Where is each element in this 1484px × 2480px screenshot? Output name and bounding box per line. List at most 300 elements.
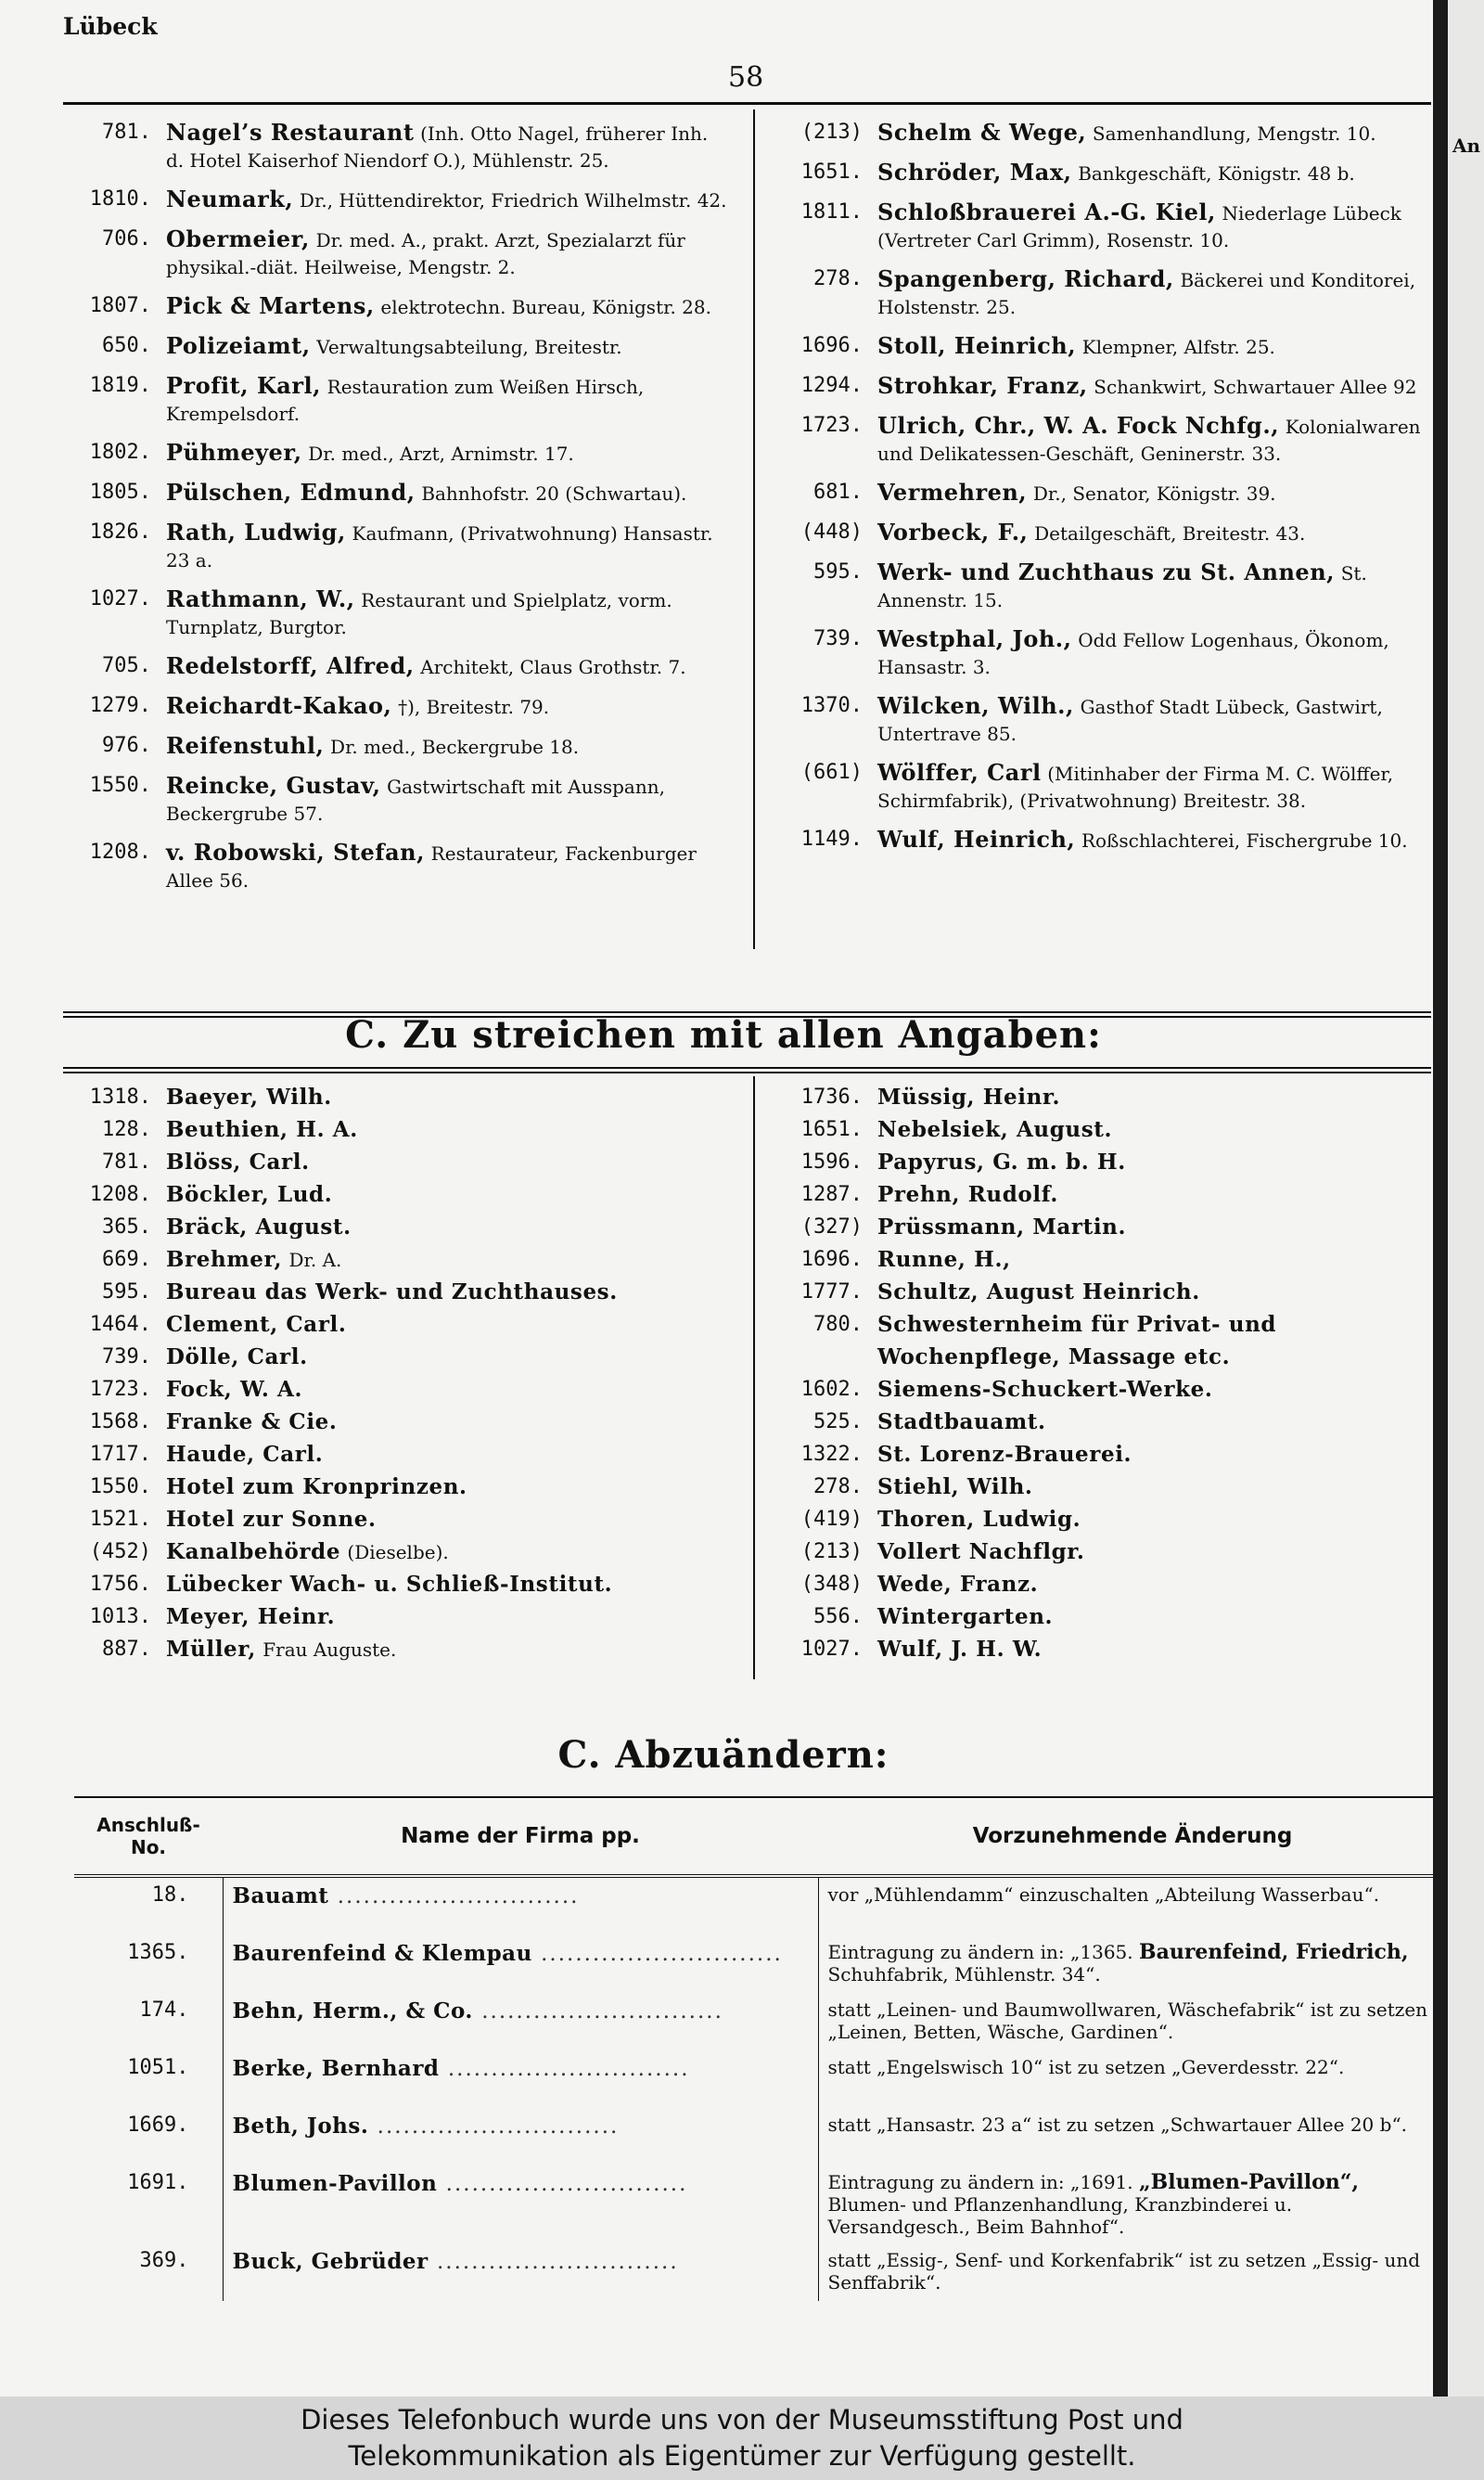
entry-number: 1696. bbox=[800, 1248, 863, 1271]
entry-name: Bräck, August. bbox=[166, 1214, 352, 1240]
strike-entry bbox=[774, 1214, 1431, 1246]
strike-entry bbox=[63, 1084, 731, 1116]
entry-number: 278. bbox=[813, 1475, 863, 1498]
entry-name: Siemens-Schuckert-Werke. bbox=[877, 1377, 1213, 1402]
strike-entry bbox=[63, 1506, 731, 1538]
entry-detail: Restaurateur, Fackenburger Allee 56. bbox=[166, 842, 697, 892]
entry-number: 739. bbox=[102, 1345, 151, 1368]
entry-body bbox=[166, 585, 731, 641]
strike-entry bbox=[774, 1571, 1431, 1603]
entry-number: 780. bbox=[813, 1313, 863, 1336]
strike-left-column bbox=[63, 1084, 731, 1668]
entry-detail: Klempner, Alfstr. 25. bbox=[1081, 336, 1275, 358]
entry-number: 1717. bbox=[89, 1443, 151, 1466]
entry-detail: Restauration zum Weißen Hirsch, Krempelsdorf. bbox=[166, 376, 645, 425]
entry-name: Runne, H., bbox=[877, 1247, 1011, 1272]
entry-number: 1736. bbox=[800, 1086, 863, 1109]
entry-detail: Bankgeschäft, Königstr. 48 b. bbox=[1078, 162, 1355, 185]
entry-number: 1208. bbox=[89, 1183, 151, 1206]
change-main: statt „Essig-, Senf- und Korkenfabrik“ ist zu setzen „Essig- und Senffabrik“. bbox=[827, 2249, 1421, 2294]
directory-entry bbox=[774, 159, 1431, 187]
entry-name: Lübecker Wach- u. Schließ-Institut. bbox=[166, 1572, 613, 1597]
entry-number: 1318. bbox=[89, 1086, 151, 1109]
header-anschluss-line: No. bbox=[130, 1836, 167, 1858]
header-anschluss bbox=[74, 1797, 223, 1876]
entry-name: Baeyer, Wilh. bbox=[166, 1085, 332, 1110]
strike-entry bbox=[774, 1538, 1431, 1571]
entry-body bbox=[877, 119, 1431, 148]
entry-name: Reincke, Gustav, bbox=[166, 772, 381, 799]
entry-number: 1550. bbox=[89, 774, 151, 797]
entry-number: 1322. bbox=[800, 1443, 863, 1466]
change-row bbox=[74, 2108, 1447, 2165]
entry-body bbox=[877, 265, 1431, 321]
entry-name: Pühmeyer, bbox=[166, 439, 302, 466]
entry-number: 1696. bbox=[800, 334, 863, 357]
entry-name: Beuthien, H. A. bbox=[166, 1117, 358, 1142]
entry-number: 1811. bbox=[800, 200, 863, 224]
entry-number: (452) bbox=[89, 1540, 151, 1563]
entry-number: 1596. bbox=[800, 1150, 863, 1174]
entry-number: 1370. bbox=[800, 694, 863, 717]
directory-entry bbox=[774, 479, 1431, 508]
strike-entry bbox=[63, 1408, 731, 1441]
entry-body bbox=[877, 519, 1431, 547]
entry-name: Reichardt-Kakao, bbox=[166, 692, 392, 719]
firm-name: Beth, Johs. bbox=[232, 2114, 369, 2139]
strike-right-column bbox=[774, 1084, 1431, 1668]
entry-number: 1756. bbox=[89, 1573, 151, 1596]
entry-number: 1464. bbox=[89, 1313, 151, 1336]
entry-name: Neumark, bbox=[166, 186, 294, 212]
change-number: 18. bbox=[151, 1883, 189, 1907]
entry-name: Wulf, Heinrich, bbox=[877, 826, 1076, 853]
entry-number: 1149. bbox=[800, 828, 863, 851]
change-number: 1691. bbox=[127, 2171, 189, 2194]
entry-number: 705. bbox=[102, 654, 151, 677]
firm-name: Behn, Herm., & Co. bbox=[232, 1998, 473, 2024]
change-number: 174. bbox=[139, 1998, 189, 2022]
footer-banner bbox=[0, 2396, 1484, 2480]
directory-entry bbox=[774, 759, 1431, 815]
footer-line-2: Telekommunikation als Eigentümer zur Verfügung gestellt. bbox=[348, 2440, 1136, 2472]
change-main: Eintragung zu ändern in: „1365. bbox=[827, 1941, 1133, 1963]
change-row bbox=[74, 1993, 1447, 2050]
entry-detail: Bahnhofstr. 20 (Schwartau). bbox=[421, 482, 687, 505]
entry-body bbox=[877, 479, 1431, 508]
directory-entry bbox=[774, 199, 1431, 254]
change-row bbox=[74, 1876, 1447, 1935]
directory-entry bbox=[774, 332, 1431, 361]
strike-entry bbox=[774, 1084, 1431, 1116]
column-divider bbox=[753, 109, 755, 949]
entry-body bbox=[166, 186, 731, 214]
leader-dots: ............................ bbox=[472, 1999, 723, 2024]
entry-number: 1568. bbox=[89, 1410, 151, 1433]
entry-detail: Dr. med., Beckergrube 18. bbox=[330, 736, 580, 758]
entry-number: 781. bbox=[102, 1150, 151, 1174]
firm-name: Berke, Bernhard bbox=[232, 2056, 440, 2081]
leader-dots: ............................ bbox=[437, 2172, 688, 2196]
entry-name: Müssig, Heinr. bbox=[877, 1085, 1061, 1110]
directory-entry bbox=[63, 372, 731, 428]
entry-body bbox=[877, 332, 1431, 361]
entry-number: 1027. bbox=[89, 587, 151, 610]
strike-entry bbox=[63, 1571, 731, 1603]
entry-name: Westphal, Joh., bbox=[877, 625, 1072, 652]
entry-name: Franke & Cie. bbox=[166, 1409, 338, 1434]
strike-entry bbox=[774, 1149, 1431, 1181]
entry-detail: (Dieselbe). bbox=[347, 1541, 449, 1563]
entry-name: St. Lorenz-Brauerei. bbox=[877, 1442, 1132, 1467]
entry-name: Schwesternheim für Privat- und bbox=[877, 1312, 1277, 1337]
entry-number: 1810. bbox=[89, 187, 151, 211]
entry-name: Strohkar, Franz, bbox=[877, 372, 1088, 399]
change-main: statt „Leinen- und Baumwollwaren, Wäschefabrik“ ist zu setzen „Leinen, Betten, Wäsche, Gardinen“. bbox=[827, 1998, 1428, 2043]
entry-name: Stiehl, Wilh. bbox=[877, 1474, 1033, 1499]
entry-number: 365. bbox=[102, 1215, 151, 1239]
entry-body bbox=[877, 559, 1431, 614]
strike-entry bbox=[774, 1376, 1431, 1408]
section-title-strike: C. Zu streichen mit allen Angaben: bbox=[345, 1013, 1102, 1057]
change-table bbox=[74, 1796, 1447, 2301]
entry-detail: Kolonialwaren und Delikatessen-Geschäft, Geninerstr. 33. bbox=[877, 416, 1421, 465]
entry-body bbox=[166, 652, 731, 681]
entry-name: Ulrich, Chr., W. A. Fock Nchfg., bbox=[877, 412, 1280, 439]
entry-name: Redelstorff, Alfred, bbox=[166, 652, 415, 679]
entry-detail: Roßschlachterei, Fischergrube 10. bbox=[1081, 829, 1408, 852]
entry-body bbox=[877, 826, 1431, 855]
entry-name: Wochenpflege, Massage etc. bbox=[877, 1344, 1231, 1369]
strike-entry bbox=[774, 1181, 1431, 1214]
entry-number: 1651. bbox=[800, 161, 863, 184]
entry-number: 1279. bbox=[89, 694, 151, 717]
change-firm bbox=[223, 2050, 818, 2108]
entry-number: 1550. bbox=[89, 1475, 151, 1498]
change-text bbox=[818, 1993, 1447, 2050]
entry-name: Thoren, Ludwig. bbox=[877, 1507, 1081, 1532]
entry-detail: Gasthof Stadt Lübeck, Gastwirt, Untertrave 85. bbox=[877, 696, 1383, 745]
entry-name: Brehmer, bbox=[166, 1247, 283, 1272]
strike-entry bbox=[63, 1343, 731, 1376]
change-table-header bbox=[74, 1797, 1447, 1876]
strike-entry bbox=[63, 1538, 731, 1571]
entry-name: Prehn, Rudolf. bbox=[877, 1182, 1058, 1207]
entry-number: (327) bbox=[800, 1215, 863, 1239]
entry-name: Meyer, Heinr. bbox=[166, 1604, 336, 1629]
entry-name: Stoll, Heinrich, bbox=[877, 332, 1077, 359]
entry-detail: Kaufmann, (Privatwohnung) Hansastr. 23 a. bbox=[166, 522, 713, 572]
change-main: statt „Hansastr. 23 a“ ist zu setzen „Schwartauer Allee 20 b“. bbox=[827, 2114, 1408, 2136]
next-page-edge bbox=[1448, 0, 1484, 2396]
entry-name: Polizeiamt, bbox=[166, 332, 311, 359]
change-text bbox=[818, 2243, 1447, 2301]
header-anschluss-text bbox=[96, 1814, 200, 1858]
entry-number: 1723. bbox=[800, 414, 863, 437]
strike-entry bbox=[63, 1246, 731, 1279]
top-rule bbox=[63, 102, 1431, 105]
entry-body bbox=[166, 839, 731, 894]
entry-number: 650. bbox=[102, 334, 151, 357]
entry-number: 1819. bbox=[89, 374, 151, 397]
entry-name: Schröder, Max, bbox=[877, 159, 1072, 186]
strike-entry bbox=[774, 1343, 1431, 1376]
strike-entry bbox=[63, 1181, 731, 1214]
change-firm bbox=[223, 2165, 818, 2243]
directory-entry bbox=[63, 692, 731, 721]
change-tail: Blumen- und Pflanzenhandlung, Kranzbinderei u. Versandgesch., Beim Bahnhof“. bbox=[827, 2193, 1293, 2238]
entry-number: 278. bbox=[813, 267, 863, 290]
entry-body bbox=[166, 225, 731, 281]
change-row bbox=[74, 2243, 1447, 2301]
entry-name: Haude, Carl. bbox=[166, 1442, 324, 1467]
entry-name: Rathmann, W., bbox=[166, 585, 355, 612]
entry-detail: elektrotechn. Bureau, Königstr. 28. bbox=[380, 296, 711, 318]
change-bold: Baurenfeind, Friedrich, bbox=[1139, 1940, 1409, 1964]
upper-left-column bbox=[63, 119, 731, 906]
section-rule bbox=[63, 1067, 1431, 1073]
directory-entry bbox=[774, 692, 1431, 748]
entry-name: Wede, Franz. bbox=[877, 1572, 1039, 1597]
directory-entry bbox=[774, 826, 1431, 855]
entry-number: 1805. bbox=[89, 481, 151, 504]
entry-number: 556. bbox=[813, 1605, 863, 1628]
strike-entry bbox=[774, 1603, 1431, 1636]
entry-name: Schloßbrauerei A.-G. Kiel, bbox=[877, 199, 1216, 225]
binding-shadow bbox=[1433, 0, 1448, 2396]
strike-entry bbox=[774, 1279, 1431, 1311]
firm-name: Blumen-Pavillon bbox=[232, 2171, 438, 2196]
entry-number: 739. bbox=[813, 627, 863, 650]
change-firm bbox=[223, 2108, 818, 2165]
entry-name: Spangenberg, Richard, bbox=[877, 265, 1174, 292]
entry-detail: Odd Fellow Logenhaus, Ökonom, Hansastr. 3. bbox=[877, 629, 1389, 678]
entry-body bbox=[166, 292, 731, 321]
change-bold: „Blumen-Pavillon“, bbox=[1139, 2170, 1360, 2194]
entry-number: 1013. bbox=[89, 1605, 151, 1628]
entry-number: 887. bbox=[102, 1638, 151, 1661]
strike-entry bbox=[63, 1603, 731, 1636]
header-change: Vorzunehmende Änderung bbox=[818, 1797, 1447, 1876]
entry-body bbox=[166, 119, 731, 174]
entry-number: 706. bbox=[102, 227, 151, 251]
entry-name: Werk- und Zuchthaus zu St. Annen, bbox=[877, 559, 1336, 585]
header-anschluss-line: Anschluß- bbox=[96, 1814, 200, 1836]
strike-entry bbox=[774, 1246, 1431, 1279]
strike-entry bbox=[774, 1506, 1431, 1538]
footer-line-1: Dieses Telefonbuch wurde uns von der Museumsstiftung Post und bbox=[301, 2404, 1183, 2435]
entry-detail: St. Annenstr. 15. bbox=[877, 562, 1367, 611]
entry-number: 595. bbox=[813, 560, 863, 584]
entry-number: 1802. bbox=[89, 441, 151, 464]
change-row bbox=[74, 2050, 1447, 2108]
directory-entry bbox=[63, 479, 731, 508]
strike-entry bbox=[63, 1441, 731, 1473]
entry-name: Vermehren, bbox=[877, 479, 1028, 506]
entry-name: Fock, W. A. bbox=[166, 1377, 303, 1402]
entry-name: Reifenstuhl, bbox=[166, 732, 325, 759]
strike-entry bbox=[774, 1311, 1431, 1343]
entry-detail: Gastwirtschaft mit Ausspann, Beckergrube 57. bbox=[166, 776, 665, 825]
header-city: Lübeck bbox=[63, 13, 158, 40]
leader-dots: ............................ bbox=[439, 2057, 690, 2081]
firm-name: Baurenfeind & Klempau bbox=[232, 1941, 532, 1966]
entry-body bbox=[877, 372, 1431, 401]
entry-name: Wilcken, Wilh., bbox=[877, 692, 1074, 719]
entry-detail: Dr. med., Arzt, Arnimstr. 17. bbox=[308, 443, 574, 465]
entry-body bbox=[877, 759, 1431, 815]
entry-detail: Architekt, Claus Grothstr. 7. bbox=[420, 656, 686, 678]
change-text bbox=[818, 2165, 1447, 2243]
directory-entry bbox=[63, 772, 731, 828]
entry-number: 1208. bbox=[89, 841, 151, 864]
change-text bbox=[818, 1876, 1447, 1935]
strike-entry bbox=[774, 1116, 1431, 1149]
leader-dots: ............................ bbox=[368, 2114, 620, 2139]
entry-detail: Dr. med. A., prakt. Arzt, Spezialarzt für physikal.-diät. Heilweise, Mengstr. 2. bbox=[166, 229, 685, 278]
strike-entry bbox=[63, 1311, 731, 1343]
entry-number: 1651. bbox=[800, 1118, 863, 1141]
change-main: Eintragung zu ändern in: „1691. bbox=[827, 2171, 1133, 2193]
entry-detail: †), Breitestr. 79. bbox=[398, 696, 550, 718]
strike-entry bbox=[774, 1636, 1431, 1668]
directory-entry bbox=[63, 292, 731, 321]
strike-entry bbox=[63, 1376, 731, 1408]
entry-name: Hotel zum Kronprinzen. bbox=[166, 1474, 467, 1499]
entry-number: 595. bbox=[102, 1280, 151, 1304]
footer-text bbox=[0, 2396, 1484, 2474]
strike-entry bbox=[774, 1441, 1431, 1473]
directory-entry bbox=[63, 585, 731, 641]
entry-name: Müller, bbox=[166, 1637, 256, 1662]
strike-entry bbox=[63, 1214, 731, 1246]
entry-number: 1826. bbox=[89, 520, 151, 544]
entry-name: Wulf, J. H. W. bbox=[877, 1637, 1043, 1662]
entry-detail: (Inh. Otto Nagel, früherer Inh. d. Hotel Kaiserhof Niendorf O.), Mühlenstr. 25. bbox=[166, 122, 709, 172]
change-firm bbox=[223, 1935, 818, 1993]
entry-number: 1807. bbox=[89, 294, 151, 317]
entry-name: Vorbeck, F., bbox=[877, 519, 1029, 546]
entry-body bbox=[166, 772, 731, 828]
entry-detail: Dr., Senator, Königstr. 39. bbox=[1032, 482, 1276, 505]
entry-body bbox=[166, 332, 731, 361]
entry-body bbox=[877, 692, 1431, 748]
entry-name: Papyrus, G. m. b. H. bbox=[877, 1150, 1126, 1175]
header-firm: Name der Firma pp. bbox=[223, 1797, 818, 1876]
directory-entry bbox=[63, 119, 731, 174]
entry-number: 1287. bbox=[800, 1183, 863, 1206]
entry-name: Profit, Karl, bbox=[166, 372, 321, 399]
entry-name: Stadtbauamt. bbox=[877, 1409, 1046, 1434]
entry-name: Wölffer, Carl bbox=[877, 759, 1042, 786]
directory-entry bbox=[63, 186, 731, 214]
entry-detail: Frau Auguste. bbox=[262, 1638, 397, 1661]
firm-name: Buck, Gebrüder bbox=[232, 2249, 429, 2274]
entry-detail: Bäckerei und Konditorei, Holstenstr. 25. bbox=[877, 269, 1416, 318]
directory-entry bbox=[63, 439, 731, 468]
entry-body bbox=[166, 372, 731, 428]
entry-number: 1777. bbox=[800, 1280, 863, 1304]
directory-entry bbox=[774, 372, 1431, 401]
change-main: vor „Mühlendamm“ einzuschalten „Abteilung Wasserbau“. bbox=[827, 1883, 1380, 1906]
entry-detail: Dr., Hüttendirektor, Friedrich Wilhelmstr. 42. bbox=[299, 189, 727, 212]
entry-name: Nebelsiek, August. bbox=[877, 1117, 1113, 1142]
entry-name: Obermeier, bbox=[166, 225, 310, 252]
entry-name: Schultz, August Heinrich. bbox=[877, 1279, 1200, 1304]
entry-name: Pülschen, Edmund, bbox=[166, 479, 416, 506]
page-number: 58 bbox=[728, 61, 764, 94]
entry-name: Dölle, Carl. bbox=[166, 1344, 308, 1369]
entry-detail: (Mitinhaber der Firma M. C. Wölffer, Schirmfabrik), (Privatwohnung) Breitestr. 38. bbox=[877, 763, 1394, 812]
strike-entry bbox=[63, 1636, 731, 1668]
entry-name: Hotel zur Sonne. bbox=[166, 1507, 377, 1532]
directory-entry bbox=[774, 265, 1431, 321]
entry-detail: Dr. A. bbox=[288, 1249, 342, 1271]
entry-detail: Verwaltungsabteilung, Breitestr. bbox=[316, 336, 622, 358]
entry-number: (213) bbox=[800, 121, 863, 144]
change-text bbox=[818, 2108, 1447, 2165]
entry-name: Pick & Martens, bbox=[166, 292, 375, 319]
edge-text: An bbox=[1452, 135, 1481, 157]
entry-body bbox=[166, 439, 731, 468]
entry-name: Bureau das Werk- und Zuchthauses. bbox=[166, 1279, 618, 1304]
entry-number: 1294. bbox=[800, 374, 863, 397]
directory-entry bbox=[63, 732, 731, 761]
entry-name: Wintergarten. bbox=[877, 1604, 1054, 1629]
entry-name: Nagel’s Restaurant bbox=[166, 119, 415, 146]
change-number: 1051. bbox=[127, 2056, 189, 2079]
entry-body bbox=[877, 625, 1431, 681]
directory-entry bbox=[63, 519, 731, 574]
change-number: 1365. bbox=[127, 1941, 189, 1964]
entry-body bbox=[877, 159, 1431, 187]
directory-entry bbox=[774, 625, 1431, 681]
change-number: 369. bbox=[139, 2249, 189, 2272]
strike-entry bbox=[63, 1149, 731, 1181]
leader-dots: ............................ bbox=[531, 1942, 783, 1966]
entry-body bbox=[877, 199, 1431, 254]
entry-number: (213) bbox=[800, 1540, 863, 1563]
entry-number: 1027. bbox=[800, 1638, 863, 1661]
column-divider bbox=[753, 1076, 755, 1679]
change-firm bbox=[223, 1993, 818, 2050]
entry-body bbox=[166, 732, 731, 761]
entry-name: Blöss, Carl. bbox=[166, 1150, 310, 1175]
entry-number: (419) bbox=[800, 1508, 863, 1531]
entry-number: (661) bbox=[800, 761, 863, 784]
leader-dots: ............................ bbox=[328, 1884, 580, 1908]
strike-entry bbox=[63, 1279, 731, 1311]
directory-entry bbox=[63, 332, 731, 361]
entry-name: Kanalbehörde bbox=[166, 1539, 341, 1564]
firm-name: Bauamt bbox=[232, 1883, 329, 1908]
change-text bbox=[818, 2050, 1447, 2108]
entry-number: 781. bbox=[102, 121, 151, 144]
directory-entry bbox=[774, 119, 1431, 148]
entry-number: 1723. bbox=[89, 1378, 151, 1401]
change-main: statt „Engelswisch 10“ ist zu setzen „Geverdesstr. 22“. bbox=[827, 2056, 1345, 2078]
entry-name: Clement, Carl. bbox=[166, 1312, 347, 1337]
entry-detail: Detailgeschäft, Breitestr. 43. bbox=[1034, 522, 1306, 545]
directory-entry bbox=[774, 519, 1431, 547]
entry-number: 525. bbox=[813, 1410, 863, 1433]
entry-number: (448) bbox=[800, 520, 863, 544]
entry-number: 976. bbox=[102, 734, 151, 757]
change-firm bbox=[223, 1876, 818, 1935]
entry-body bbox=[166, 519, 731, 574]
change-firm bbox=[223, 2243, 818, 2301]
strike-entry bbox=[63, 1473, 731, 1506]
